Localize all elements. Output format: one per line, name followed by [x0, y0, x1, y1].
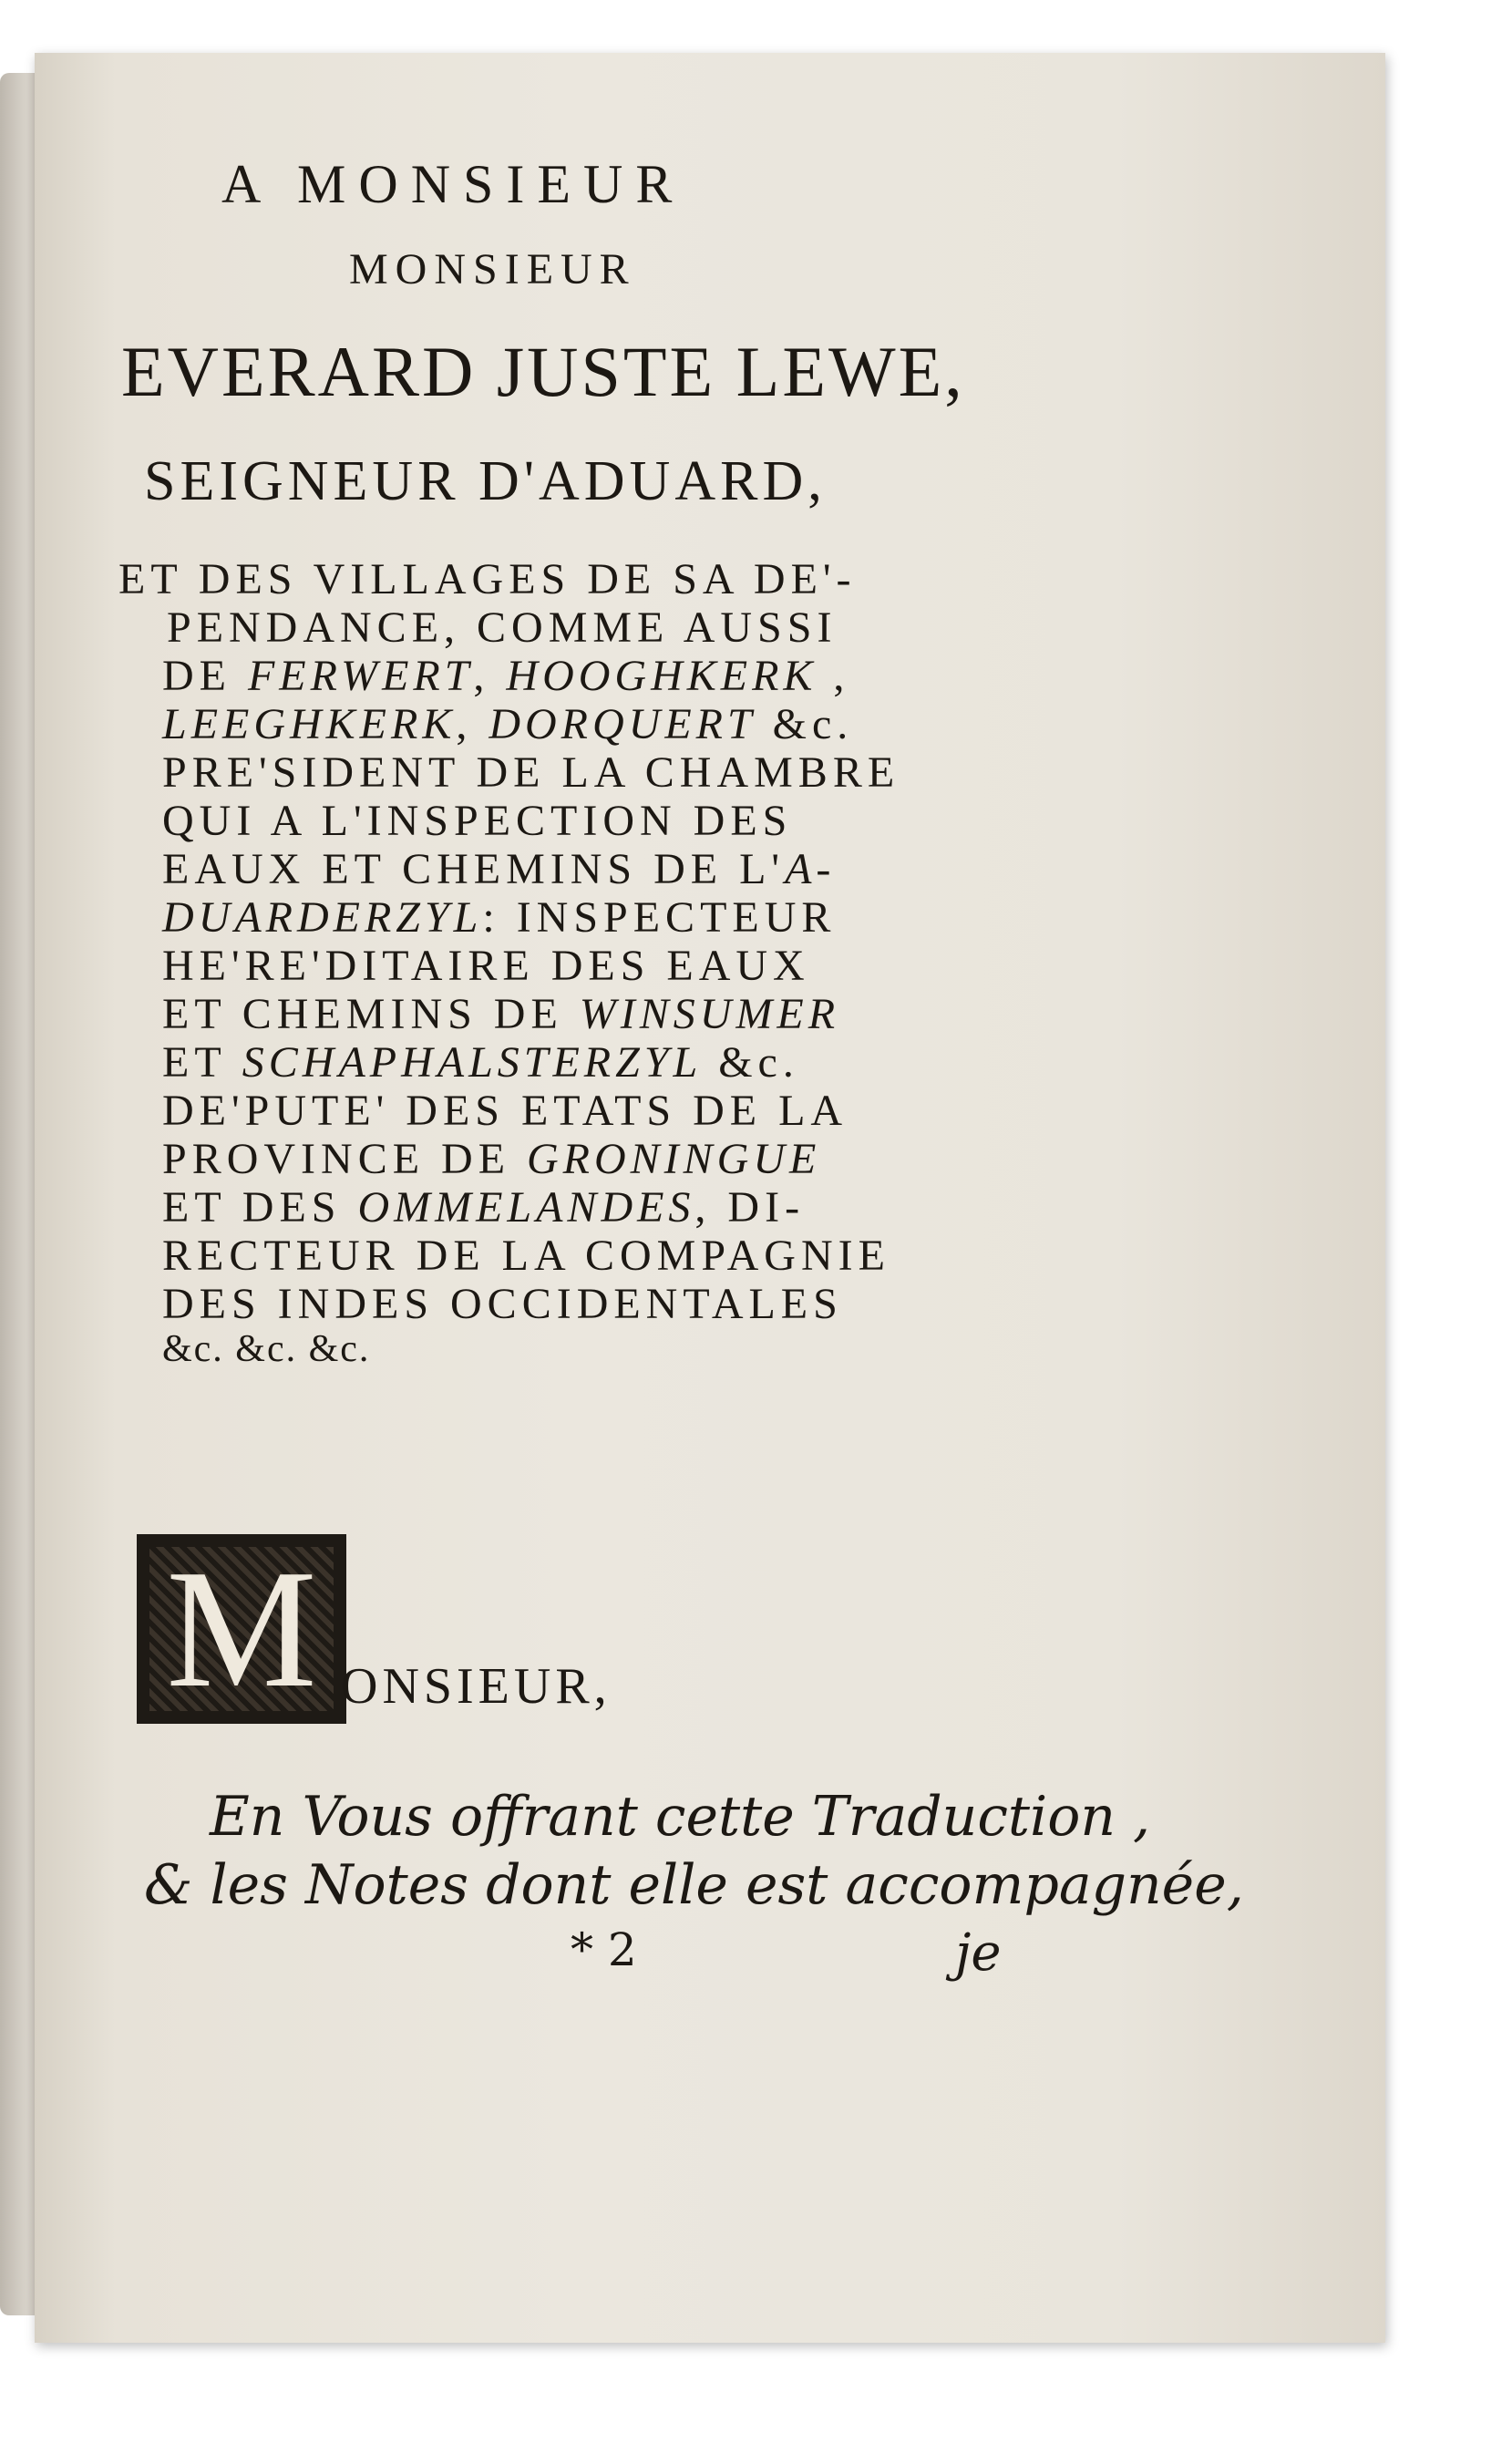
text-segment: ET DES: [162, 1183, 358, 1232]
text-segment: , DI-: [694, 1183, 806, 1232]
book-page: [35, 53, 1385, 2343]
dedication-line-5: ET DES VILLAGES DE SA DE'-: [118, 555, 857, 603]
dedication-line-14: [162, 989, 839, 1039]
text-segment: ,: [817, 652, 850, 700]
place-name-dorquert: DORQUERT: [489, 700, 756, 748]
text-segment: DE: [162, 652, 248, 700]
catchword: je: [955, 1923, 1002, 1983]
dedication-line-15: [162, 1037, 799, 1087]
place-name-ferwert: FERWERT: [247, 652, 474, 700]
place-name-winsumer: WINSUMER: [579, 990, 840, 1038]
place-name-leeghkerk: LEEGHKERK: [162, 700, 457, 748]
place-name-groningue: GRONINGUE: [527, 1135, 821, 1183]
text-segment-italic: A-: [785, 845, 836, 893]
text-segment: &c.: [756, 700, 854, 748]
dedication-line-8: [162, 699, 853, 749]
body-line-2: & les Notes dont elle est accompagnée,: [144, 1853, 1244, 1917]
place-name-ommelandes: OMMELANDES: [357, 1183, 695, 1232]
dedication-line-9: PRE'SIDENT DE LA CHAMBRE: [162, 748, 900, 797]
page-text: [35, 53, 1385, 2343]
place-name-hooghkerk: HOOGHKERK: [506, 652, 818, 700]
ornate-initial-block: [137, 1534, 346, 1724]
dedication-line-13: HE'RE'DITAIRE DES EAUX: [162, 942, 810, 990]
text-segment: &c.: [702, 1038, 799, 1087]
text-segment: ET: [162, 1038, 242, 1087]
text-segment: ET CHEMINS DE: [162, 990, 580, 1038]
dedication-line-12: [162, 892, 836, 943]
place-name-schaphalsterzyl: SCHAPHALSTERZYL: [242, 1038, 703, 1087]
place-name-duarderzyl: DUARDERZYL: [162, 893, 483, 942]
text-segment: PROVINCE DE: [162, 1135, 528, 1183]
dedication-line-18: [162, 1182, 805, 1232]
dedication-line-11: [162, 844, 835, 894]
salutation-text: ONSIEUR,: [341, 1658, 612, 1715]
dedication-line-1: A MONSIEUR: [221, 154, 685, 214]
ornate-initial-letter: M: [166, 1535, 317, 1723]
dedication-line-19: RECTEUR DE LA COMPAGNIE: [162, 1232, 890, 1280]
body-line-1: En Vous offrant cette Traduction ,: [210, 1785, 1151, 1849]
dedication-line-10: QUI A L'INSPECTION DES: [162, 797, 793, 845]
dedication-line-2: MONSIEUR: [349, 245, 636, 294]
signature-mark: * 2: [571, 1923, 637, 1976]
dedication-line-6: PENDANCE, COMME AUSSI: [167, 603, 838, 652]
dedication-title: SEIGNEUR D'ADUARD,: [144, 450, 827, 512]
text-segment: ,: [473, 652, 507, 700]
dedication-line-17: [162, 1134, 820, 1184]
dedication-line-20: DES INDES OCCIDENTALES: [162, 1280, 843, 1328]
dedication-line-16: DE'PUTE' DES ETATS DE LA: [162, 1087, 849, 1135]
text-segment: ,: [456, 700, 489, 748]
dedication-name: EVERARD JUSTE LEWE,: [121, 332, 965, 411]
dedication-line-21: &c. &c. &c.: [162, 1328, 371, 1370]
text-segment: EAUX ET CHEMINS DE L': [162, 845, 786, 893]
dedication-line-7: [162, 651, 849, 701]
text-segment: : INSPECTEUR: [482, 893, 837, 942]
